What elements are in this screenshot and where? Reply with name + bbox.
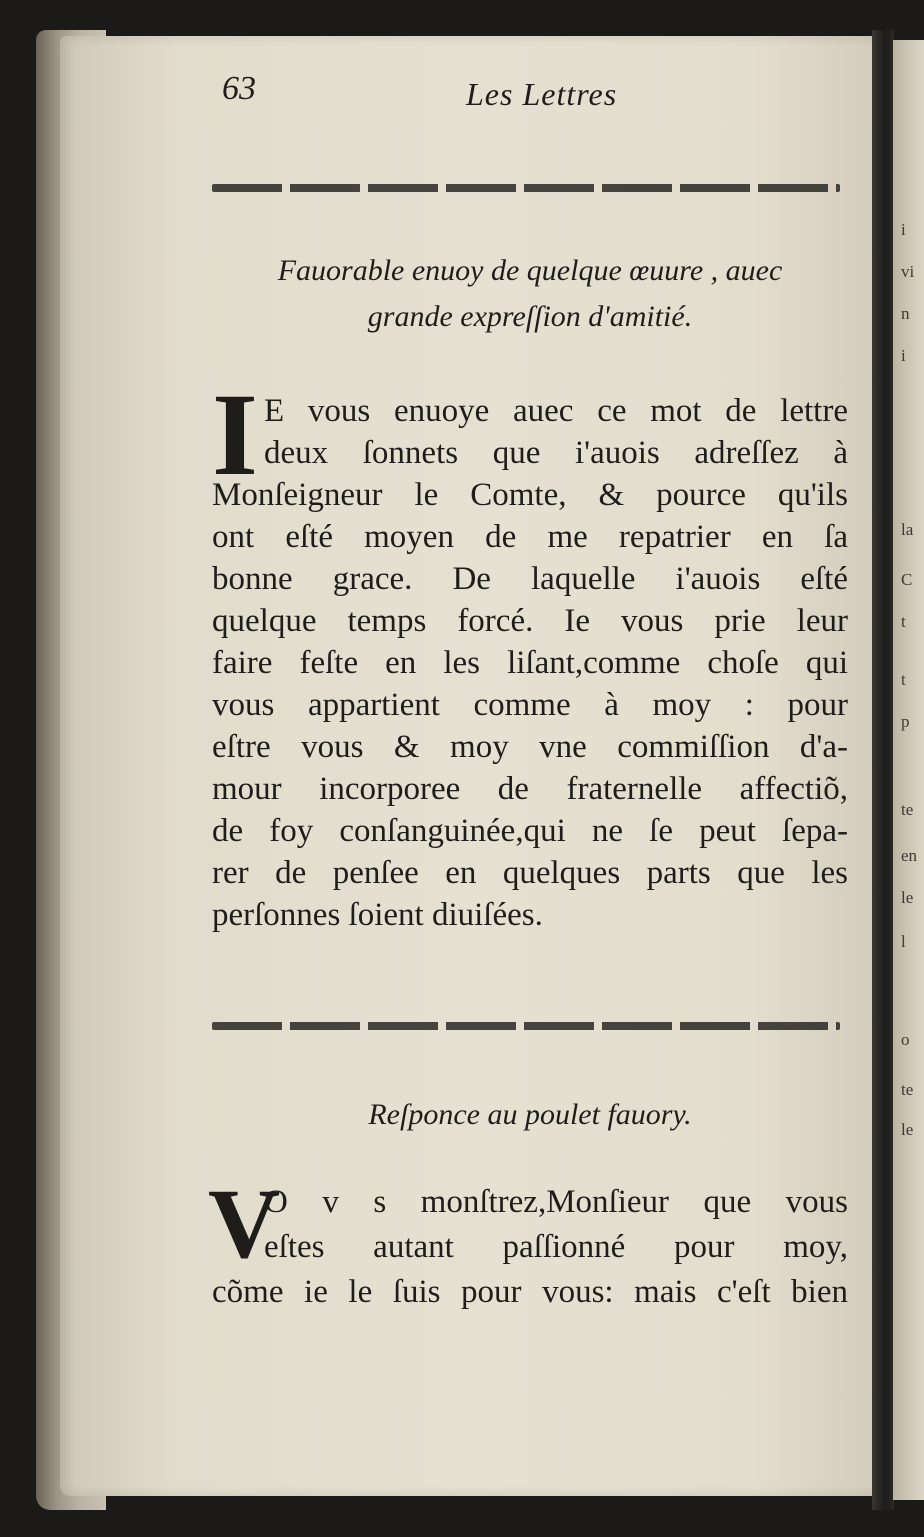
facing-fragment: n (901, 304, 910, 323)
letter-2-drop-cap: V (208, 1168, 281, 1279)
facing-fragment: le (901, 1120, 914, 1139)
text-line: de foy conſanguinée,qui ne ſe peut ſepa- (212, 813, 848, 849)
ornamental-rule (212, 1022, 840, 1030)
text-line: cõme ie le ſuis pour vous: mais c'eſt bien (212, 1274, 848, 1310)
facing-fragment: vi (901, 262, 915, 281)
text-line: eſtes autant paſſionné pour moy, (264, 1229, 848, 1265)
running-head: Les Lettres (466, 76, 618, 112)
letter-1-drop-cap: I (212, 369, 258, 500)
text-line: perſonnes ſoient diuiſées. (212, 897, 543, 933)
facing-fragment: i (901, 220, 906, 239)
ornamental-rule (212, 184, 840, 192)
facing-fragment: i (901, 346, 906, 365)
letter-1-body (212, 390, 848, 936)
facing-fragment: te (901, 800, 914, 819)
text-line: quelque temps forcé. Ie vous prie leur (212, 603, 848, 639)
facing-fragment: o (901, 1030, 910, 1049)
letter-1-title (200, 248, 860, 340)
text-line: bonne grace. De laquelle i'auois eſté (212, 561, 848, 597)
facing-page-edge (893, 40, 924, 1500)
text-line: eſtre vous & moy vne commiſſion d'a- (212, 729, 848, 765)
facing-fragment: le (901, 888, 914, 907)
text-line: Monſeigneur le Comte, & pource qu'ils (212, 477, 848, 513)
letter-1-title-line: Fauorable enuoy de quelque œuure , auec (277, 254, 783, 287)
text-line: vous appartient comme à moy : pour (212, 687, 848, 723)
letter-2-title: Reſponce au poulet fauory. (368, 1098, 692, 1131)
book-gutter (872, 30, 894, 1510)
facing-fragment: l (901, 932, 906, 951)
facing-fragment: C (901, 570, 913, 589)
page-number: 63 (222, 70, 256, 107)
facing-fragment: te (901, 1080, 914, 1099)
facing-fragment: en (901, 846, 918, 865)
facing-fragment: la (901, 520, 914, 539)
letter-2-body (212, 1180, 848, 1315)
text-line: mour incorporee de fraternelle affectiõ, (212, 771, 848, 807)
facing-fragment: t (901, 612, 906, 631)
text-line: faire feſte en les liſant,comme choſe qui (212, 645, 848, 681)
facing-fragment: p (901, 712, 910, 731)
text-line: O v s monſtrez,Monſieur que vous (264, 1184, 848, 1220)
text-line: ont eſté moyen de me repatrier en ſa (212, 519, 848, 555)
facing-fragment: t (901, 670, 906, 689)
letter-1-title-line: grande expreſſion d'amitié. (367, 300, 693, 333)
text-line: E vous enuoye auec ce mot de lettre (264, 393, 848, 429)
text-line: deux ſonnets que i'auois adreſſez à (264, 435, 848, 471)
text-line: rer de penſee en quelques parts que les (212, 855, 848, 891)
